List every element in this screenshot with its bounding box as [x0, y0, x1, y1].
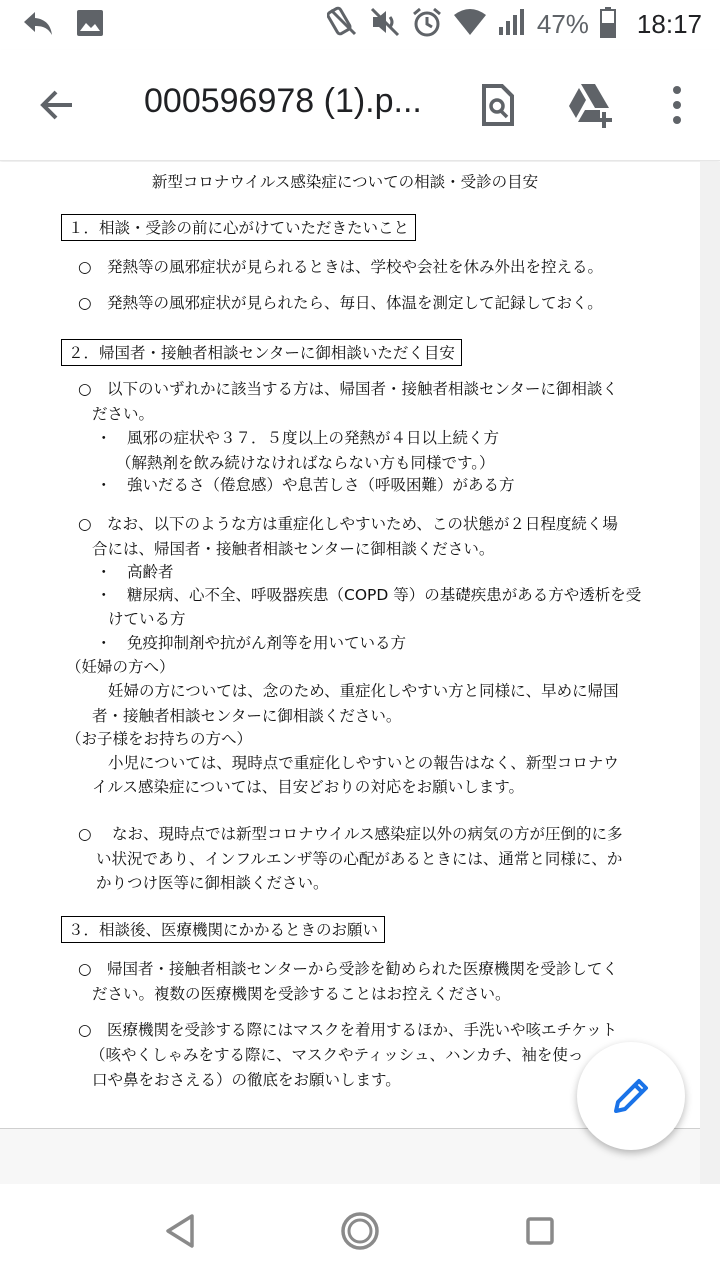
page-gutter	[700, 162, 720, 1184]
text-line: （解熱剤を飲み続けなければならない方も同様です。）	[116, 454, 495, 472]
text-line: ○ 以下のいずれかに該当する方は、帰国者・接触者相談センターに御相談く	[78, 380, 618, 398]
mute-icon	[369, 6, 401, 42]
text-line: 者・接触者相談センターに御相談ください。	[92, 707, 402, 725]
text-line: 妊婦の方については、念のため、重症化しやすい方と同様に、早めに帰国	[108, 682, 619, 700]
app-bar	[0, 50, 720, 161]
battery-percent: 47%	[536, 8, 589, 39]
clock: 18:17	[636, 8, 702, 39]
text-line: ○ 医療機関を受診する際にはマスクを着用するほか、手洗いや咳エチケット	[78, 1021, 618, 1039]
text-line: い状況であり、インフルエンザ等の心配があるときには、通常と同様に、か	[96, 850, 623, 868]
text-line: ださい。	[92, 405, 155, 423]
text-line: （咳やくしゃみをする際に、マスクやティッシュ、ハンカチ、袖を使っ	[90, 1046, 584, 1064]
text-line: ださい。複数の医療機関を受診することはお控えください。	[92, 985, 511, 1003]
add-to-drive-icon[interactable]	[566, 82, 612, 128]
navigation-bar	[0, 1184, 720, 1280]
pdf-page[interactable]	[0, 162, 700, 1129]
text-line: ○ なお、以下のような方は重症化しやすいため、この状態が２日程度続く場	[78, 515, 618, 533]
document-title: 新型コロナウイルス感染症についての相談・受診の目安	[151, 173, 539, 191]
section-3-heading: ３．相談後、医療機関にかかるときのお願い	[61, 916, 385, 943]
wifi-icon	[453, 7, 487, 41]
text-line: けている方	[108, 610, 186, 628]
text-line: ・ 糖尿病、心不全、呼吸器疾患（COPD 等）の基礎疾患がある方や透析を受	[96, 586, 642, 604]
alarm-icon	[411, 6, 443, 42]
reply-icon	[22, 8, 54, 42]
text-line: ○ 帰国者・接触者相談センターから受診を勧められた医療機関を受診してく	[78, 960, 618, 978]
text-line: 合には、帰国者・接触者相談センターに御相談ください。	[92, 540, 495, 558]
edit-fab-button[interactable]	[577, 1042, 685, 1150]
text-line: 口や鼻をおさえる）の徹底をお願いします。	[92, 1071, 401, 1089]
section-2-heading: ２．帰国者・接触者相談センターに御相談いただく目安	[61, 339, 462, 366]
text-line: ・ 高齢者	[96, 563, 174, 581]
signal-icon	[497, 7, 527, 41]
text-line: ○ なお、現時点では新型コロナウイルス感染症以外の病気の方が圧倒的に多	[78, 825, 623, 843]
find-in-page-icon[interactable]	[474, 82, 520, 128]
nav-home-icon[interactable]	[335, 1206, 385, 1256]
text-line: 小児については、現時点で重症化しやすいとの報告はなく、新型コロナウ	[108, 754, 619, 772]
more-vert-icon[interactable]	[654, 82, 700, 128]
text-line: ○ 発熱等の風邪症状が見られたら、毎日、体温を測定して記録しておく。	[78, 294, 603, 312]
back-arrow-icon[interactable]	[34, 82, 80, 128]
image-icon	[76, 9, 104, 41]
nfc-icon	[327, 6, 359, 42]
text-line: （お子様をお持ちの方へ）	[66, 730, 253, 748]
text-line: ○ 発熱等の風邪症状が見られるときは、学校や会社を休み外出を控える。	[78, 258, 604, 276]
text-line: （妊婦の方へ）	[66, 658, 175, 676]
edit-pencil-icon	[610, 1075, 652, 1117]
text-line: ・ 免疫抑制剤や抗がん剤等を用いている方	[96, 634, 407, 652]
nav-recents-icon[interactable]	[515, 1206, 565, 1256]
section-1-heading: １．相談・受診の前に心がけていただきたいこと	[61, 214, 416, 241]
status-bar	[0, 0, 720, 50]
page-gap	[0, 1129, 700, 1184]
text-line: ・ 強いだるさ（倦怠感）や息苦しさ（呼吸困難）がある方	[96, 476, 515, 494]
file-title: 000596978 (1).p...	[144, 82, 422, 120]
text-line: ・ 風邪の症状や３７．５度以上の発熱が４日以上続く方	[96, 429, 500, 447]
text-line: イルス感染症については、目安どおりの対応をお願いします。	[92, 778, 524, 796]
text-line: かりつけ医等に御相談ください。	[96, 874, 329, 892]
battery-icon	[599, 6, 617, 42]
nav-back-icon[interactable]	[156, 1206, 206, 1256]
